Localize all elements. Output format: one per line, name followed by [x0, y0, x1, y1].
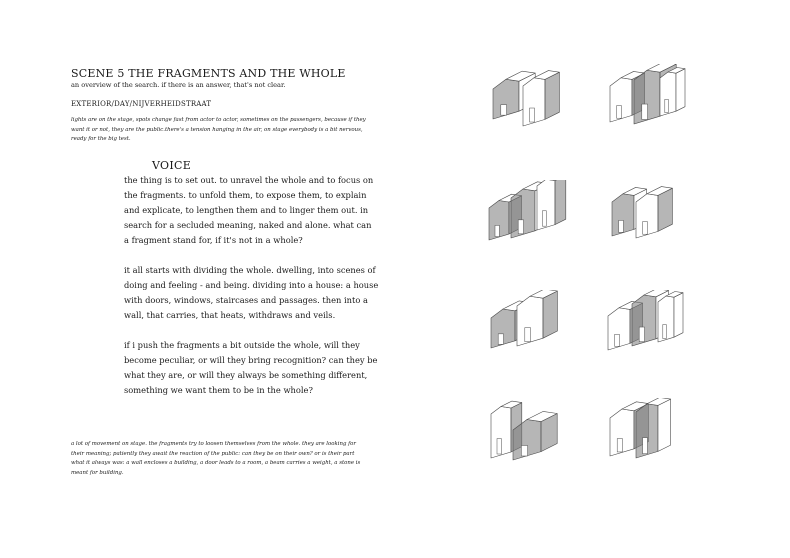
house-fragment-sketch-icon: [602, 398, 702, 478]
house-fragment-sketch-icon: [483, 180, 583, 260]
voice-monologue: [124, 173, 379, 413]
voice-paragraph-2: it all starts with dividing the whole. dwelling, into scenes of doing and feeling - and being. dividing into a house: a house with doors, windows, staircases and passages. then into a wall, that carries, that heats, withdraws and veils.: [124, 265, 379, 320]
voice-paragraph-1: the thing is to set out. to unravel the whole and to focus on the fragments. to unfold them, to expose them, to explain and explicate, to lengthen them and to linger them out. in search for a secluded meaning, naked and alone. what can a fragment stand for, if it's not in a whole?: [124, 175, 374, 245]
scene-location: EXTERIOR/DAY/NIJVERHEIDSTRAAT: [71, 100, 212, 108]
house-fragment-sketch-icon: [602, 290, 702, 370]
house-sketch-1: [483, 64, 583, 144]
house-sketch-5: [483, 290, 583, 370]
closing-stage-direction: a lot of movement on stage. the fragments try to loosen themselves from the whole. they are looking for their meaning; patiently they await the reaction of the public: can they be on their own? or is their part what it always was: a wall encloses a building, a door leads to a room, a beam carries a weight, a stone is meant for building.: [71, 441, 361, 476]
house-fragment-sketch-icon: [483, 290, 583, 370]
house-fragment-sketch-icon: [602, 180, 702, 260]
house-sketch-3: [483, 180, 583, 260]
house-fragment-sketch-icon: [483, 64, 583, 144]
voice-heading: VOICE: [152, 159, 192, 172]
scene-subtitle: an overview of the search. if there is an answer, that's not clear.: [71, 81, 286, 89]
house-sketch-2: [602, 64, 702, 144]
house-fragment-sketch-icon: [602, 64, 702, 144]
house-fragment-sketch-icon: [483, 398, 583, 478]
house-sketch-8: [602, 398, 702, 478]
house-sketch-6: [602, 290, 702, 370]
scene-title: SCENE 5 THE FRAGMENTS AND THE WHOLE: [71, 67, 346, 80]
house-sketch-4: [602, 180, 702, 260]
stage-direction: lights are on the stage, spots change fast from actor to actor, sometimes on the passengers, because if they want it or not, they are the public.there's a tension hanging in the air, on stage everybody is a bit nervous, ready for the big test.: [71, 117, 366, 142]
voice-paragraph-3: if i push the fragments a bit outside the whole, will they become peculiar, or will they bring recognition? can they be what they are, or will they always be something different, something we want them to be in the whole?: [124, 340, 378, 395]
sketch-column: [395, 0, 790, 558]
house-sketch-7: [483, 398, 583, 478]
